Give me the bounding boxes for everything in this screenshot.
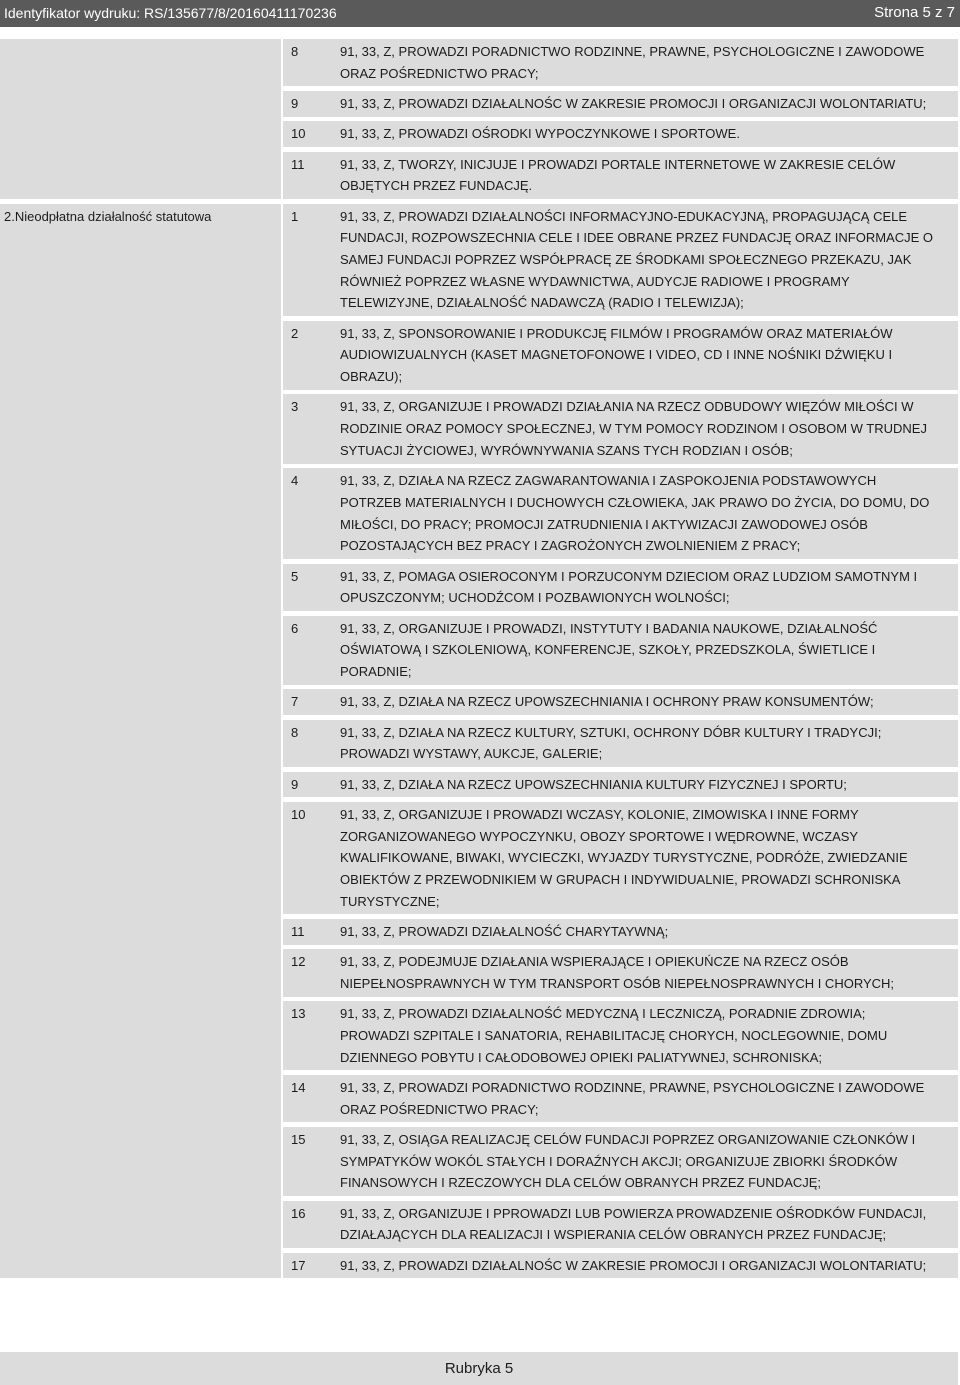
row-text-line: 91, 33, Z, PROWADZI DZIAŁALNOŚC W ZAKRESIE PROMOCJI I ORGANIZACJI WOLONTARIATU; (340, 1257, 927, 1273)
table-row (283, 1127, 958, 1196)
row-text-line: PORADNIE; (340, 663, 412, 679)
row-text (335, 93, 958, 115)
row-text (335, 396, 958, 461)
table-row (283, 1075, 958, 1122)
table-row (283, 121, 958, 147)
row-text-line: OŚWIATOWĄ I SZKOLENIOWĄ, KONFERENCJE, SZKOŁY, PRZEDSZKOLA, ŚWIETLICE I (340, 642, 876, 658)
print-header-bar (0, 0, 960, 27)
row-text-line: NIEPEŁNOSPRAWNYCH W TYM TRANSPORT OSÓB NIEPEŁNOSPRAWNYCH I CHORYCH; (340, 975, 895, 991)
row-text-line: 91, 33, Z, TWORZY, INICJUJE I PROWADZI PORTALE INTERNETOWE W ZAKRESIE CELÓW (340, 156, 896, 172)
table-row (283, 1201, 958, 1248)
row-text-line: 91, 33, Z, PROWADZI OŚRODKI WYPOCZYNKOWE I SPORTOWE. (340, 126, 740, 142)
row-text-line: OPUSZCZONYM; UCHODŹCOM I POZBAWIONYCH WOLNOŚCI; (340, 590, 730, 606)
row-text (335, 470, 958, 557)
row-text-line: ORAZ POŚREDNICTWO PRACY; (340, 1101, 539, 1117)
section-rows (283, 39, 958, 199)
row-text-line: RÓWNIEŻ POPRZEZ WŁASNE WYDAWNICTWA, AUDYCJE RADIOWE I PROGRAMY (340, 273, 850, 289)
row-text (335, 951, 958, 994)
row-text-line: DZIENNEGO POBYTU I CAŁODOBOWEJ OPIEKI PALIATYWNEJ, SCHRONISKA; (340, 1049, 823, 1065)
row-text (335, 41, 958, 84)
row-text-line: 91, 33, Z, PROWADZI DZIAŁALNOŚCI INFORMACYJNO-EDUKACYJNĄ, PROPAGUJĄCĄ CELE (340, 208, 908, 224)
row-text-line: ZORGANIZOWANEGO WYPOCZYNKU, OBOZY SPORTOWE I WĘDROWNE, WCZASY (340, 828, 859, 844)
rubric-label: Rubryka 5 (444, 1360, 514, 1377)
row-number: 6 (291, 620, 299, 636)
row-text-line: 91, 33, Z, ORGANIZUJE I PROWADZI DZIAŁANIA NA RZECZ ODBUDOWY WIĘZÓW MIŁOŚCI W (340, 399, 914, 415)
row-text-line: 91, 33, Z, DZIAŁA NA RZECZ UPOWSZECHNIANIA I OCHRONY PRAW KONSUMENTÓW; (340, 694, 874, 710)
row-text-line: 91, 33, Z, OSIĄGA REALIZACJĘ CELÓW FUNDACJI POPRZEZ ORGANIZOWANIE CZŁONKÓW I (340, 1131, 916, 1147)
table-row (283, 564, 958, 611)
row-text-line: 91, 33, Z, SPONSOROWANIE I PRODUKCJĘ FILMÓW I PROGRAMÓW ORAZ MATERIAŁÓW (340, 325, 893, 341)
row-text (335, 804, 958, 913)
row-text-line: SYTUACJI ŻYCIOWEJ, WYRÓWNYWANIA SZANS TYCH RODZIAN I OSÓB; (340, 442, 793, 458)
table-row (283, 1001, 958, 1070)
row-number: 5 (291, 568, 299, 584)
row-number: 10 (291, 806, 306, 822)
row-text (335, 618, 958, 683)
table-row (283, 394, 958, 463)
row-text-line: TELEWIZYJNE, DZIAŁALNOŚĆ NADAWCZĄ (RADIO I TELEWIZJA); (340, 295, 744, 311)
row-text-line: FINANSOWYCH I RZECZOWYCH DLA CELÓW OBRANYCH PRZEZ FUNDACJĘ; (340, 1175, 822, 1191)
row-number: 7 (291, 694, 299, 710)
row-text-line: OBJĘTYCH PRZEZ FUNDACJĘ. (340, 178, 533, 194)
table-row (283, 772, 958, 798)
row-text-line: 91, 33, Z, ORGANIZUJE I PROWADZI WCZASY, KOLONIE, ZIMOWISKA I INNE FORMY (340, 806, 859, 822)
row-text (335, 323, 958, 388)
row-number: 8 (291, 44, 299, 59)
row-text-line: 91, 33, Z, POMAGA OSIEROCONYM I PORZUCONYM DZIECIOM ORAZ LUDZIOM SAMOTNYM I (340, 568, 918, 584)
row-text-line: 91, 33, Z, PROWADZI DZIAŁALNOŚĆ MEDYCZNĄ I LECZNICZĄ, PORADNIE ZDROWIA; (340, 1006, 866, 1022)
row-number: 9 (291, 776, 299, 792)
table-section (0, 204, 958, 1279)
row-text-line: SAMEJ FUNDACJI POPRZEZ WSPÓŁPRACĘ ZE ŚRODKAMI SPOŁECZNEGO PRZEKAZU, JAK (340, 252, 912, 267)
row-text-line: OBIEKTÓW Z PRZEWODNIKIEM W GRUPACH I INDYWIDUALNIE, PROWADZI SCHRONISKA (340, 871, 901, 887)
row-number: 14 (291, 1079, 306, 1095)
row-text-line: 91, 33, Z, PROWADZI DZIAŁALNOŚĆ CHARYTAYWNĄ; (340, 923, 669, 939)
row-number: 3 (291, 399, 299, 415)
row-number: 16 (291, 1205, 306, 1221)
entries-table (0, 39, 958, 1278)
table-row (283, 720, 958, 767)
row-number: 10 (291, 126, 306, 142)
table-row (283, 689, 958, 715)
table-row (283, 802, 958, 915)
row-text-line: POTRZEB MATERIALNYCH I DUCHOWYCH CZŁOWIEKA, JAK PRAWO DO ŻYCIA, DO DOMU, DO (340, 494, 930, 510)
table-row (283, 468, 958, 559)
row-text (335, 1203, 958, 1246)
section-label: 2.Nieodpłatna działalność statutowa (0, 204, 281, 1279)
row-text-line: 91, 33, Z, DZIAŁA NA RZECZ UPOWSZECHNIANIA KULTURY FIZYCZNEJ I SPORTU; (340, 776, 847, 792)
rubric-footer (0, 1352, 958, 1385)
row-text-line: 91, 33, Z, PROWADZI PORADNICTWO RODZINNE, PRAWNE, PSYCHOLOGICZNE I ZAWODOWE (340, 1079, 925, 1095)
row-text-line: RODZINIE ORAZ POMOCY SPOŁECZNEJ, W TYM POMOCY RODZINOM I OSOBOM W TRUDNEJ (340, 421, 927, 437)
row-text-line: TURYSTYCZNE; (340, 893, 440, 909)
row-number: 8 (291, 724, 299, 740)
table-row (283, 616, 958, 685)
row-text (335, 921, 958, 943)
row-text (335, 722, 958, 765)
row-text-line: PROWADZI WYSTAWY, AUKCJE, GALERIE; (340, 746, 603, 762)
row-text-line: 91, 33, Z, PROWADZI DZIAŁALNOŚC W ZAKRESIE PROMOCJI I ORGANIZACJI WOLONTARIATU; (340, 96, 927, 111)
row-number: 2 (291, 325, 299, 341)
row-text-line: 91, 33, Z, ORGANIZUJE I PPROWADZI LUB POWIERZA PROWADZENIE OŚRODKÓW FUNDACJI, (340, 1205, 927, 1221)
row-text (335, 123, 958, 145)
row-text (335, 1077, 958, 1120)
row-text-line: FUNDACJI, ROZPOWSZECHNIA CELE I IDEE OBRANE PRZEZ FUNDACJĘ ORAZ INFORMACJE O (340, 230, 933, 246)
row-number: 11 (291, 923, 305, 939)
row-text (335, 206, 958, 315)
row-number: 9 (291, 96, 299, 111)
table-section (0, 39, 958, 199)
row-text-line: 91, 33, Z, DZIAŁA NA RZECZ ZAGWARANTOWANIA I ZASPOKOJENIA PODSTAWOWYCH (340, 473, 877, 489)
row-number: 15 (291, 1131, 306, 1147)
row-text (335, 566, 958, 609)
table-row (283, 204, 958, 317)
row-text-line: PROWADZI SZPITALE I SANATORIA, REHABILITACJĘ CHORYCH, NOCLEGOWNIE, DOMU (340, 1027, 888, 1043)
row-number: 4 (291, 473, 299, 489)
table-row (283, 949, 958, 996)
row-number: 1 (291, 208, 299, 224)
row-text (335, 774, 958, 796)
row-text-line: 91, 33, Z, ORGANIZUJE I PROWADZI, INSTYTUTY I BADANIA NAUKOWE, DZIAŁALNOŚĆ (340, 620, 878, 636)
print-identifier: Identyfikator wydruku: RS/135677/8/20160411170236 (4, 5, 337, 21)
row-text (335, 691, 958, 713)
row-number: 17 (291, 1257, 306, 1273)
section-rows (283, 204, 958, 1279)
row-text-line: AUDIOWIZUALNYCH (KASET MAGNETOFONOWE I VIDEO, CD I INNE NOŚNIKI DŹWIĘKU I (340, 347, 893, 363)
table-row (283, 1253, 958, 1279)
row-text-line: MIŁOŚCI, DO PRACY; PROMOCJI ZATRUDNIENIA I AKTYWIZACJI ZAWODOWEJ OSÓB (340, 516, 868, 532)
row-text (335, 154, 958, 197)
row-text (335, 1003, 958, 1068)
row-number: 13 (291, 1006, 306, 1022)
row-text-line: KWALIFIKOWANE, BIWAKI, WYCIECZKI, WYJAZDY TURYSTYCZNE, PODRÓŻE, ZWIEDZANIE (340, 850, 908, 866)
row-text-line: OBRAZU); (340, 369, 403, 385)
row-number: 12 (291, 954, 306, 970)
row-text-line: SYMPATYKÓW WOKÓL STAŁYCH I DORAŹNYCH AKCJI; ORGANIZUJE ZBIORKI ŚRODKÓW (340, 1153, 898, 1169)
table-row (283, 91, 958, 117)
section-label (0, 39, 281, 199)
table-row (283, 39, 958, 86)
row-text-line: POZOSTAJĄCYCH BEZ PRACY I ZAGROŻONYCH ZWOLNIENIEM Z PRACY; (340, 538, 801, 554)
row-text (335, 1255, 958, 1277)
row-text-line: DZIAŁAJĄCYCH DLA REALIZACJI I WSPIERANIA CELÓW OBRANYCH PRZEZ FUNDACJĘ; (340, 1227, 887, 1243)
row-text-line: 91, 33, Z, PODEJMUJE DZIAŁANIA WSPIERAJĄCE I OPIEKUŃCZE NA RZECZ OSÓB (340, 954, 849, 970)
table-row (283, 919, 958, 945)
table-row (283, 321, 958, 390)
table-row (283, 152, 958, 199)
row-text-line: 91, 33, Z, PROWADZI PORADNICTWO RODZINNE, PRAWNE, PSYCHOLOGICZNE I ZAWODOWE (340, 44, 925, 59)
row-text-line: 91, 33, Z, DZIAŁA NA RZECZ KULTURY, SZTUKI, OCHRONY DÓBR KULTURY I TRADYCJI; (340, 724, 882, 740)
row-text (335, 1129, 958, 1194)
row-text-line: ORAZ POŚREDNICTWO PRACY; (340, 65, 539, 81)
row-number: 11 (291, 156, 305, 172)
page-number: Strona 5 z 7 (874, 4, 955, 21)
